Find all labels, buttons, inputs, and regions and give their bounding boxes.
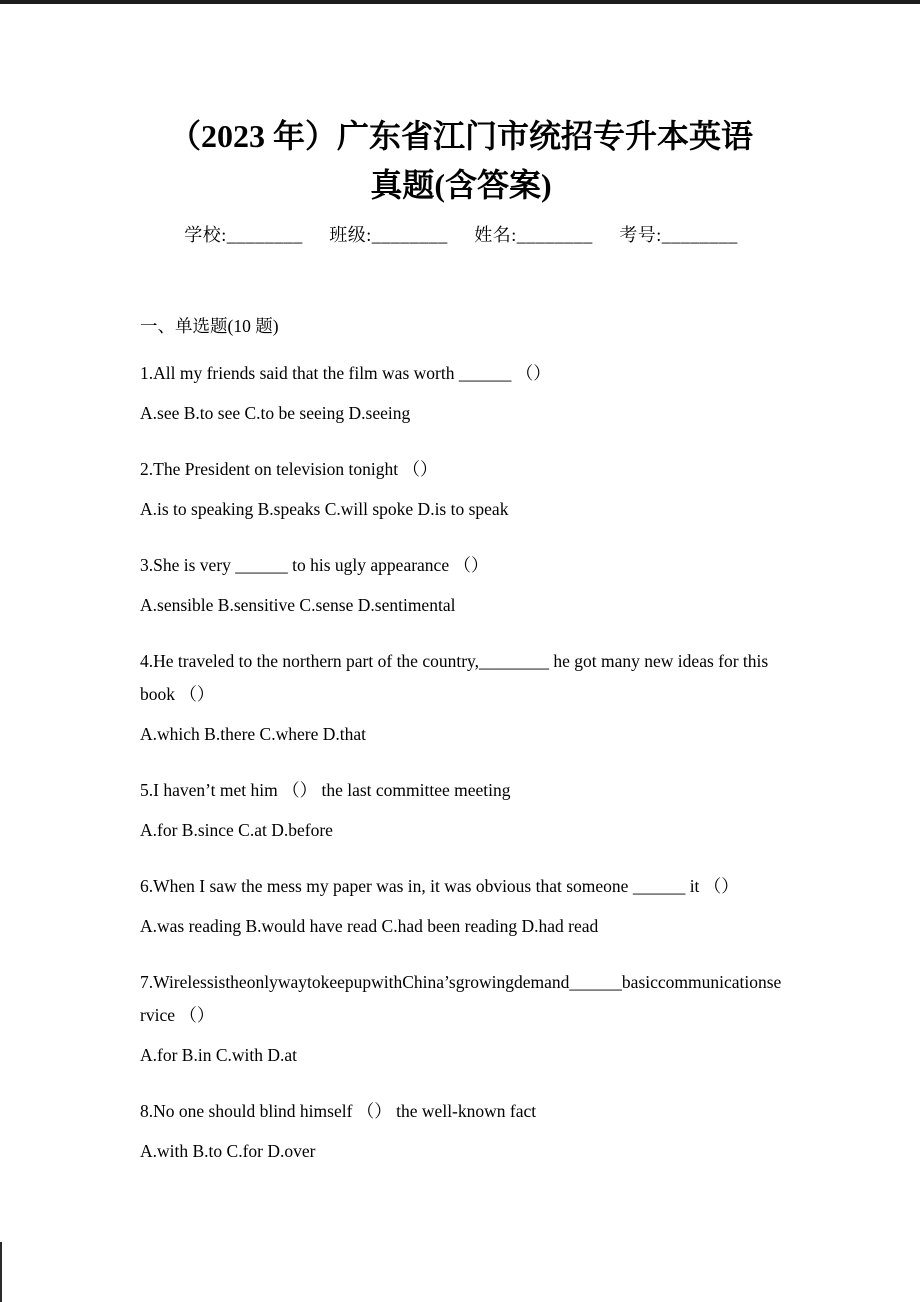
- section-heading-multiple-choice: 一、单选题(10 题): [140, 316, 279, 336]
- page-top-edge-line: [0, 0, 920, 4]
- document-title-line2: 真题(含答案): [370, 167, 552, 203]
- question-1: [140, 357, 782, 430]
- question-8-options: A.with B.to C.for D.over: [140, 1141, 316, 1161]
- question-8: [140, 1095, 782, 1168]
- school-field: 学校:________: [184, 225, 303, 245]
- question-3: [140, 549, 782, 622]
- student-info-line: [140, 222, 782, 248]
- document-title: [140, 112, 782, 210]
- question-2: [140, 453, 782, 526]
- question-7-stem: 7.WirelessistheonlywaytokeepupwithChina’sgrowingdemand______basiccommunicationservice （）: [140, 972, 782, 1025]
- document-title-line1: （2023 年）广东省江门市统招专升本英语: [168, 118, 753, 154]
- question-6-options: A.was reading B.would have read C.had been reading D.had read: [140, 916, 599, 936]
- question-4-stem: 4.He traveled to the northern part of the country,________ he got many new ideas for this book （）: [140, 651, 769, 704]
- question-5: [140, 774, 782, 847]
- page-left-edge-line: [0, 1242, 2, 1302]
- question-4-options: A.which B.there C.where D.that: [140, 724, 366, 744]
- question-8-stem: 8.No one should blind himself （） the well-known fact: [140, 1101, 537, 1121]
- question-3-options: A.sensible B.sensitive C.sense D.sentimental: [140, 595, 456, 615]
- question-2-options: A.is to speaking B.speaks C.will spoke D.is to speak: [140, 499, 509, 519]
- question-5-options: A.for B.since C.at D.before: [140, 820, 333, 840]
- question-4: [140, 645, 782, 751]
- name-field: 姓名:________: [474, 225, 593, 245]
- question-6: [140, 870, 782, 943]
- question-3-stem: 3.She is very ______ to his ugly appearance （）: [140, 555, 489, 575]
- question-1-stem: 1.All my friends said that the film was worth ______ （）: [140, 363, 551, 383]
- question-7-options: A.for B.in C.with D.at: [140, 1045, 298, 1065]
- class-field: 班级:________: [329, 225, 448, 245]
- question-5-stem: 5.I haven’t met him （） the last committee meeting: [140, 780, 511, 800]
- question-1-options: A.see B.to see C.to be seeing D.seeing: [140, 403, 411, 423]
- question-6-stem: 6.When I saw the mess my paper was in, it was obvious that someone ______ it （）: [140, 876, 739, 896]
- exam-number-field: 考号:________: [619, 225, 738, 245]
- question-7: [140, 966, 782, 1072]
- question-2-stem: 2.The President on television tonight （）: [140, 459, 438, 479]
